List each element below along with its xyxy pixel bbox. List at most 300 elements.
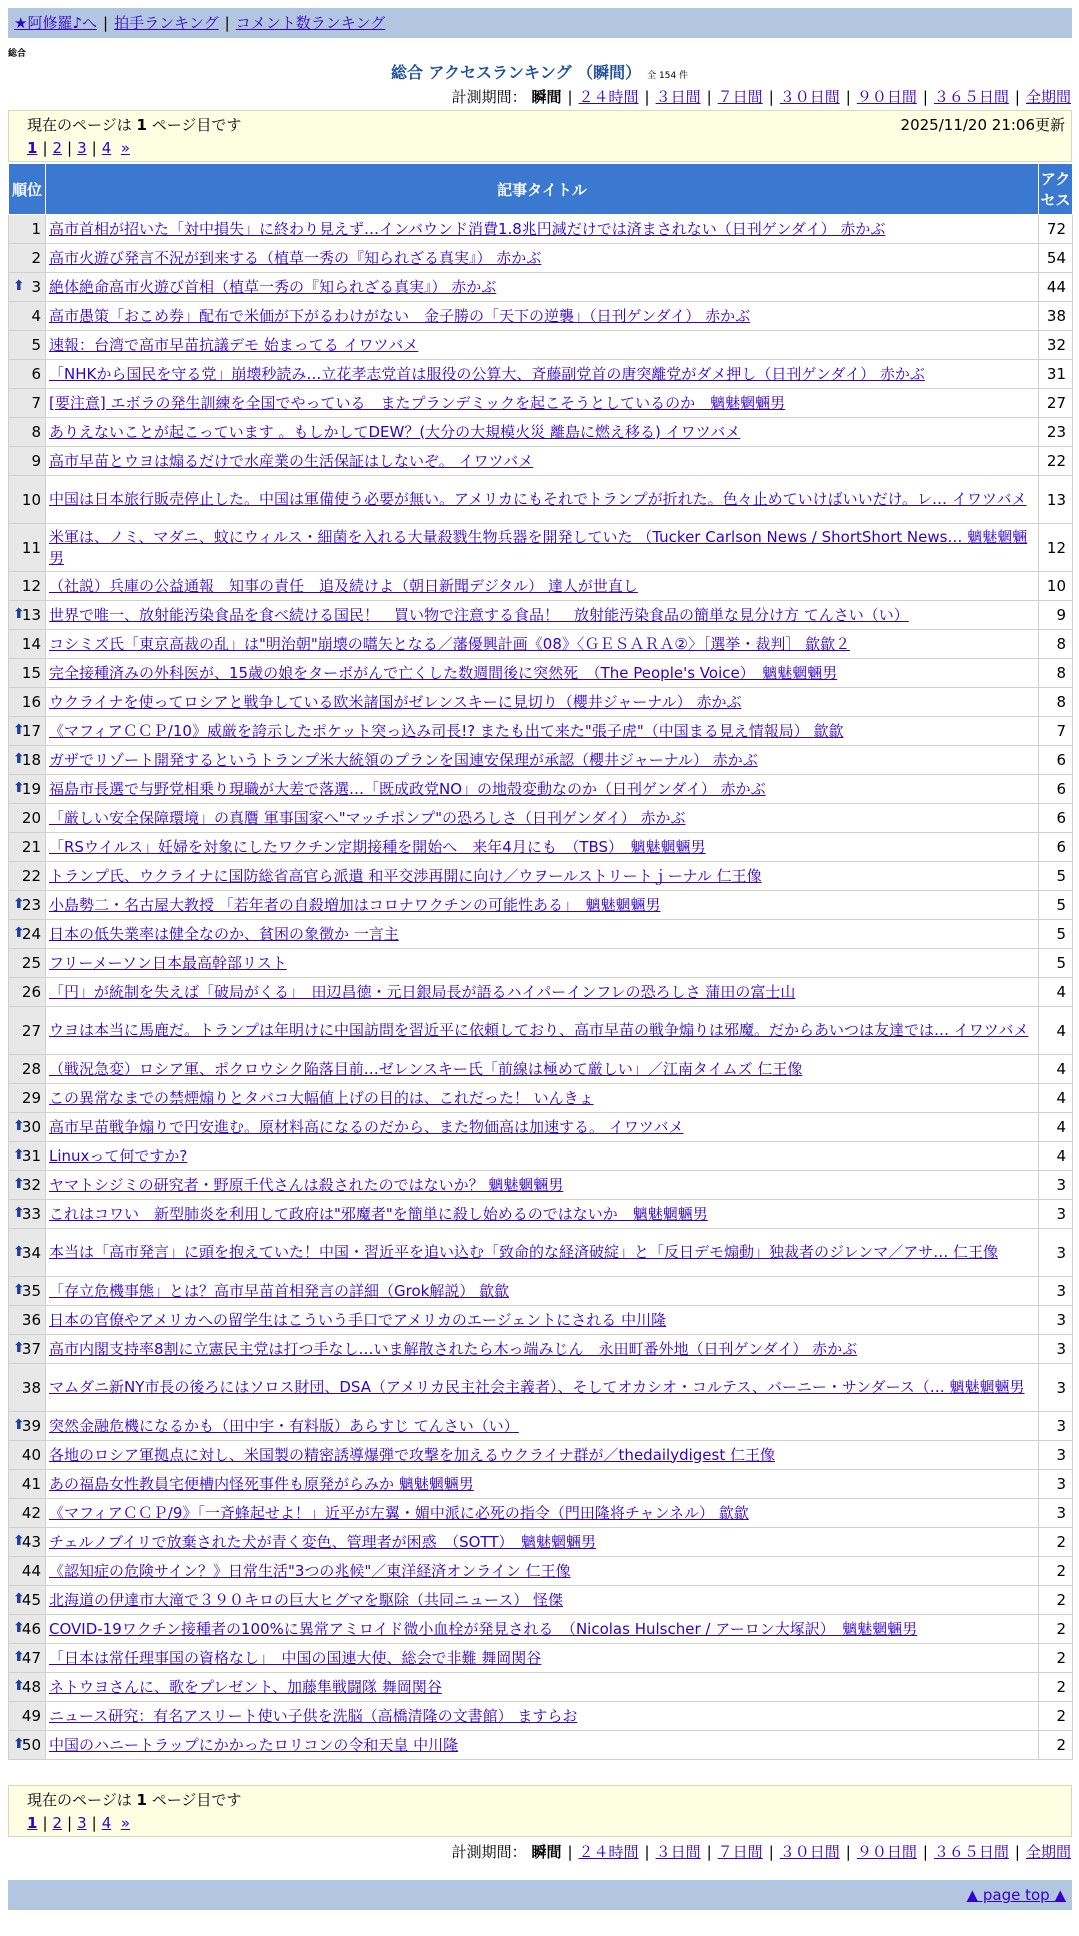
period-link-90d[interactable]: ９０日間	[856, 88, 917, 106]
rank-cell	[9, 1277, 46, 1306]
article-title-link[interactable]: ウヨは本当に馬鹿だ。トランプは年明けに中国訪問を習近平に依頼しており、高市早苗の戦争煽りは邪魔。だからあいつは友達では… イワツバメ	[49, 1021, 1029, 1039]
rank-number: 25	[21, 954, 41, 972]
table-row	[9, 1229, 1073, 1277]
article-title-link[interactable]: 高市火遊び発言不況が到来する（植草一秀の『知られざる真実』） 赤かぶ	[49, 248, 542, 267]
table-row	[9, 1007, 1073, 1055]
table-row	[9, 717, 1073, 746]
nav-link-applause-ranking[interactable]: 拍手ランキング	[114, 14, 219, 32]
rank-up-arrow-icon: ⬆	[13, 1147, 25, 1163]
access-count: 2	[1039, 1557, 1073, 1586]
access-count: 32	[1039, 331, 1073, 360]
title-cell	[46, 659, 1039, 688]
rank-number: 18	[21, 751, 41, 769]
table-row	[9, 331, 1073, 360]
rank-cell	[9, 833, 46, 862]
pager-link-4-bottom[interactable]: 4	[101, 1814, 112, 1832]
rank-cell	[9, 331, 46, 360]
rank-cell	[9, 1731, 46, 1760]
article-title-link[interactable]: ヤマトシジミの研究者・野原千代さんは殺されたのではないか？ 魑魅魍魎男	[49, 1175, 564, 1194]
period-link-30d-bottom[interactable]: ３０日間	[779, 1843, 840, 1861]
table-row	[9, 1277, 1073, 1306]
title-cell	[46, 1229, 1039, 1277]
access-count: 2	[1039, 1586, 1073, 1615]
rank-cell	[9, 302, 46, 331]
rank-number: 50	[21, 1736, 41, 1754]
title-cell	[46, 1528, 1039, 1557]
table-row	[9, 775, 1073, 804]
rank-number: 3	[31, 278, 41, 296]
article-title-link[interactable]: 各地のロシア軍拠点に対し、米国製の精密誘導爆弾で攻撃を加えるウクライナ群が／thedailydigest 仁王像	[49, 1445, 775, 1464]
table-row	[9, 1412, 1073, 1441]
rank-number: 24	[21, 925, 41, 943]
rank-number: 30	[21, 1118, 41, 1136]
rank-number: 9	[31, 452, 41, 470]
access-count: 2	[1039, 1673, 1073, 1702]
rank-number: 8	[31, 423, 41, 441]
pager-link-3-bottom[interactable]: 3	[77, 1814, 87, 1832]
title-cell	[46, 1113, 1039, 1142]
rank-cell	[9, 775, 46, 804]
rank-cell	[9, 1615, 46, 1644]
rank-number: 29	[21, 1089, 41, 1107]
table-row	[9, 688, 1073, 717]
rank-up-arrow-icon: ⬆	[13, 1620, 25, 1636]
pager-next-bottom[interactable]: »	[120, 1814, 130, 1832]
table-row	[9, 524, 1073, 572]
title-cell	[46, 804, 1039, 833]
access-count: 5	[1039, 920, 1073, 949]
article-title-link[interactable]: 中国のハニートラップにかかったロリコンの令和天皇 中川隆	[49, 1735, 459, 1754]
access-count: 6	[1039, 746, 1073, 775]
rank-cell	[9, 1499, 46, 1528]
pager-link-2-bottom[interactable]: 2	[52, 1814, 63, 1832]
rank-cell	[9, 418, 46, 447]
rank-up-arrow-icon: ⬆	[13, 780, 25, 796]
page-title	[0, 63, 1079, 86]
access-count: 10	[1039, 572, 1073, 601]
rank-cell	[9, 447, 46, 476]
table-row	[9, 1306, 1073, 1335]
title-cell	[46, 833, 1039, 862]
table-row	[9, 389, 1073, 418]
access-count: 2	[1039, 1731, 1073, 1760]
rank-number: 12	[21, 577, 41, 595]
article-title-link[interactable]: 日本の低失業率は健全なのか、貧困の象徴か 一言主	[49, 924, 399, 943]
access-count: 8	[1039, 659, 1073, 688]
rank-cell	[9, 1528, 46, 1557]
access-count: 23	[1039, 418, 1073, 447]
title-cell	[46, 1142, 1039, 1171]
rank-up-arrow-icon: ⬆	[13, 1591, 25, 1607]
article-title-link[interactable]: 高市早苗とウヨは煽るだけで水産業の生活保証はしないぞ。 イワツバメ	[49, 451, 534, 470]
access-count: 4	[1039, 1084, 1073, 1113]
period-link-365d[interactable]: ３６５日間	[933, 88, 1009, 106]
article-title-link[interactable]: 突然金融危機になるかも（田中宇・有料版）あらすじ てんさい（い）	[49, 1416, 519, 1435]
period-current: 瞬間	[531, 88, 562, 106]
article-title-link[interactable]: （社説）兵庫の公益通報 知事の責任 追及続けよ（朝日新聞デジタル） 達人が世直し	[49, 576, 638, 595]
rank-cell	[9, 659, 46, 688]
header-rank: 順位	[9, 164, 46, 215]
rank-number: 45	[21, 1591, 41, 1609]
title-cell	[46, 447, 1039, 476]
table-row	[9, 1113, 1073, 1142]
access-count: 2	[1039, 1528, 1073, 1557]
rank-up-arrow-icon: ⬆	[13, 722, 25, 738]
rank-number: 38	[21, 1378, 41, 1397]
nav-link-asyura[interactable]: ★阿修羅♪へ	[14, 14, 98, 32]
table-row	[9, 418, 1073, 447]
nav-separator: |	[224, 14, 230, 32]
rank-cell	[9, 688, 46, 717]
access-count: 6	[1039, 775, 1073, 804]
table-row	[9, 1702, 1073, 1731]
article-title-link[interactable]: 米軍は、ノミ、マダニ、蚊にウィルス・細菌を入れる大量殺戮生物兵器を開発していた （Tucker Carlson News / ShortShort News… 魑魅魍魎男	[49, 527, 1028, 567]
ranking-rows	[9, 215, 1073, 1760]
access-count: 2	[1039, 1615, 1073, 1644]
period-link-90d-bottom[interactable]: ９０日間	[856, 1843, 917, 1861]
pager-link-3[interactable]: 3	[77, 139, 87, 157]
period-link-30d[interactable]: ３０日間	[779, 88, 840, 106]
access-count: 3	[1039, 1499, 1073, 1528]
period-selector-bottom: 計測期間： 瞬間 | ２４時間 | ３日間 | ７日間 | ３０日間 | ９０日間 | ３６５日間 | 全期間	[451, 1843, 1071, 1861]
rank-number: 17	[21, 722, 41, 740]
title-cell	[46, 418, 1039, 447]
table-row	[9, 244, 1073, 273]
article-title-link[interactable]: 「日本は常任理事国の資格なし」 中国の国連大使、総会で非難 舞岡関谷	[49, 1648, 542, 1667]
rank-cell	[9, 215, 46, 244]
article-title-link[interactable]: コシミズ氏「東京高裁の乱」は"明治朝"崩壊の嚆矢となる／藩優興計画《08》〈ＧＥＳＡＲＡ②〉［選挙・裁判］ 歙歙２	[49, 634, 851, 653]
rank-number: 47	[21, 1649, 41, 1667]
rank-cell	[9, 949, 46, 978]
article-title-link[interactable]: 北海道の伊達市大滝で３９０キロの巨大ヒグマを駆除（共同ニュース） 怪傑	[49, 1590, 564, 1609]
article-title-link[interactable]: 速報：台湾で高市早苗抗議デモ 始まってる イワツバメ	[49, 335, 419, 354]
title-cell	[46, 688, 1039, 717]
footer-bar	[8, 1880, 1072, 1910]
article-title-link[interactable]: 「NHKから国民を守る党」崩壊秒読み…立花孝志党首は服役の公算大、斉藤副党首の唐突離党がダメ押し（日刊ゲンダイ） 赤かぶ	[49, 364, 925, 383]
access-count: 5	[1039, 891, 1073, 920]
access-count: 4	[1039, 1007, 1073, 1055]
article-title-link[interactable]: Linuxって何ですか?	[49, 1146, 188, 1165]
article-title-link[interactable]: 本当は「高市発言」に頭を抱えていた！中国・習近平を追い込む「致命的な経済破綻」と「反日デモ煽動」独裁者のジレンマ／アサ… 仁王像	[49, 1243, 999, 1261]
rank-number: 31	[21, 1147, 41, 1165]
rank-number: 2	[31, 249, 41, 267]
article-title-link[interactable]: [要注意] エボラの発生訓練を全国でやっている またプランデミックを起こそうとしているのか 魑魅魍魎男	[49, 393, 786, 412]
title-cell	[46, 601, 1039, 630]
rank-cell	[9, 1055, 46, 1084]
article-title-link[interactable]: 「存立危機事態」とは？高市早苗首相発言の詳細（Grok解説） 歙歙	[49, 1281, 510, 1300]
access-count: 7	[1039, 717, 1073, 746]
table-row	[9, 302, 1073, 331]
nav-link-comment-ranking[interactable]: コメント数ランキング	[235, 14, 386, 32]
rank-cell	[9, 1557, 46, 1586]
access-count: 22	[1039, 447, 1073, 476]
title-cell	[46, 1200, 1039, 1229]
title-cell	[46, 746, 1039, 775]
article-title-link[interactable]: 高市早苗戦争煽りで円安進む。原材料高になるのだから、また物価高は加速する。 イワツバメ	[49, 1117, 684, 1136]
title-cell	[46, 1055, 1039, 1084]
pager-current-bottom[interactable]: 1	[27, 1814, 38, 1832]
period-link-365d-bottom[interactable]: ３６５日間	[933, 1843, 1009, 1861]
article-title-link[interactable]: 「厳しい安全保障環境」の真贋 軍事国家へ"マッチポンプ"の恐ろしさ（日刊ゲンダイ） 赤かぶ	[49, 808, 686, 827]
title-cell	[46, 1731, 1039, 1760]
title-cell	[46, 862, 1039, 891]
title-cell	[46, 360, 1039, 389]
table-row	[9, 447, 1073, 476]
article-title-link[interactable]: 「RSウイルス」妊婦を対象にしたワクチン定期接種を開始へ 来年4月にも （TBS） 魑魅魍魎男	[49, 837, 706, 856]
article-title-link[interactable]: 「円」が統制を失えば「破局がくる」 田辺昌徳・元日銀局長が語るハイパーインフレの恐ろしさ 蒲田の富士山	[49, 982, 796, 1001]
total-count: 全 154 件	[647, 71, 689, 81]
rank-number: 42	[21, 1504, 41, 1522]
pager-link-2[interactable]: 2	[52, 139, 63, 157]
access-count: 3	[1039, 1306, 1073, 1335]
article-title-link[interactable]: 《認知症の危険サイン？》日常生活"3つの兆候"／東洋経済オンライン 仁王像	[49, 1561, 571, 1580]
rank-up-arrow-icon: ⬆	[13, 925, 25, 941]
rank-cell	[9, 1335, 46, 1364]
article-title-link[interactable]: 高市首相が招いた「対中損失」に終わり見えず…インバウンド消費1.8兆円減だけでは済まされない（日刊ゲンダイ） 赤かぶ	[49, 219, 886, 238]
access-count: 3	[1039, 1335, 1073, 1364]
access-count: 2	[1039, 1644, 1073, 1673]
updated-time: 2025/11/20 21:06更新	[900, 116, 1065, 134]
period-link-7d-bottom[interactable]: ７日間	[717, 1843, 763, 1861]
period-link-all-bottom[interactable]: 全期間	[1025, 1843, 1071, 1861]
title-cell	[46, 1306, 1039, 1335]
period-current-bottom: 瞬間	[531, 1843, 562, 1861]
access-count: 3	[1039, 1229, 1073, 1277]
table-row	[9, 630, 1073, 659]
access-count: 6	[1039, 804, 1073, 833]
top-nav-bar	[8, 8, 1072, 38]
rank-number: 14	[21, 635, 41, 653]
table-row	[9, 804, 1073, 833]
article-title-link[interactable]: フリーメーソン日本最高幹部リスト	[49, 953, 287, 972]
access-count: 3	[1039, 1441, 1073, 1470]
article-title-link[interactable]: 日本の官僚やアメリカへの留学生はこういう手口でアメリカのエージェントにされる 中川隆	[49, 1310, 667, 1329]
period-link-3d[interactable]: ３日間	[655, 88, 701, 106]
title-cell	[46, 1335, 1039, 1364]
rank-number: 5	[31, 336, 41, 354]
table-row	[9, 1731, 1073, 1760]
rank-cell	[9, 746, 46, 775]
rank-number: 7	[31, 394, 41, 412]
article-title-link[interactable]: これはコワい 新型肺炎を利用して政府は"邪魔者"を簡単に殺し始めるのではないか 魑魅魍魎男	[49, 1204, 708, 1223]
access-count: 3	[1039, 1412, 1073, 1441]
table-row	[9, 1557, 1073, 1586]
ranking-table	[8, 163, 1073, 1760]
table-row	[9, 215, 1073, 244]
title-cell	[46, 572, 1039, 601]
table-row	[9, 572, 1073, 601]
rank-number: 37	[21, 1340, 41, 1358]
title-cell	[46, 891, 1039, 920]
access-count: 3	[1039, 1171, 1073, 1200]
title-cell	[46, 1499, 1039, 1528]
title-cell	[46, 273, 1039, 302]
rank-number: 19	[21, 780, 41, 798]
period-link-7d[interactable]: ７日間	[717, 88, 763, 106]
table-row	[9, 659, 1073, 688]
title-cell	[46, 215, 1039, 244]
table-row	[9, 978, 1073, 1007]
rank-cell	[9, 601, 46, 630]
table-row	[9, 1499, 1073, 1528]
table-row	[9, 1200, 1073, 1229]
article-title-link[interactable]: ネトウヨさんに、歌をプレゼント、加藤隼戦闘隊 舞岡関谷	[49, 1677, 442, 1696]
article-title-link[interactable]: COVID-19ワクチン接種者の100%に異常アミロイド微小血栓が発見される （Nicolas Hulscher / アーロン大塚訳） 魑魅魍魎男	[49, 1619, 918, 1638]
rank-up-arrow-icon: ⬆	[13, 1417, 25, 1433]
article-title-link[interactable]: チェルノブイリで放棄された犬が青く変色、管理者が困惑 （SOTT） 魑魅魍魎男	[49, 1532, 596, 1551]
rank-cell	[9, 862, 46, 891]
access-count: 6	[1039, 833, 1073, 862]
title-cell	[46, 717, 1039, 746]
page-info-top	[8, 110, 1072, 162]
rank-number: 11	[21, 538, 41, 557]
title-cell	[46, 630, 1039, 659]
article-title-link[interactable]: ウクライナを使ってロシアと戦争している欧米諸国がゼレンスキーに見切り（櫻井ジャーナル） 赤かぶ	[49, 692, 742, 711]
access-count: 54	[1039, 244, 1073, 273]
table-row	[9, 1364, 1073, 1412]
rank-number: 35	[21, 1282, 41, 1300]
rank-up-arrow-icon: ⬆	[13, 1243, 25, 1260]
access-count: 5	[1039, 949, 1073, 978]
article-title-link[interactable]: 絶体絶命高市火遊び首相（植草一秀の『知られざる真実』） 赤かぶ	[49, 277, 497, 296]
rank-cell	[9, 1142, 46, 1171]
rank-number: 27	[21, 1021, 41, 1040]
table-row	[9, 1441, 1073, 1470]
title-cell	[46, 1557, 1039, 1586]
article-title-link[interactable]: マムダニ新NY市長の後ろにはソロス財団、DSA（アメリカ民主社会主義者）、そしてオカシオ・コルテス、バーニー・サンダース（… 魑魅魍魎男	[49, 1378, 1025, 1396]
table-row	[9, 360, 1073, 389]
article-title-link[interactable]: 《マフィアＣＣＰ/10》威厳を誇示したポケット突っ込み司長!? またも出て来た"張子虎"（中国まる見え情報局） 歙歙	[49, 721, 844, 740]
article-title-link[interactable]: あの福島女性教員宅便槽内怪死事件も原発がらみか 魑魅魍魎男	[49, 1474, 474, 1493]
title-cell	[46, 949, 1039, 978]
rank-cell	[9, 630, 46, 659]
title-cell	[46, 1644, 1039, 1673]
rank-cell	[9, 804, 46, 833]
article-title-link[interactable]: ありえないことが起こっています 。もしかしてDEW？(大分の大規模火災 離島に燃え移る) イワツバメ	[49, 422, 741, 441]
page-info-bottom	[8, 1785, 1072, 1837]
title-cell	[46, 1673, 1039, 1702]
rank-cell	[9, 244, 46, 273]
table-row	[9, 1335, 1073, 1364]
article-title-link[interactable]: 世界で唯一、放射能汚染食品を食べ続ける国民！ 買い物で注意する食品！ 放射能汚染食品の簡単な見分け方 てんさい（い）	[49, 605, 909, 624]
rank-up-arrow-icon: ⬆	[13, 1176, 25, 1192]
rank-number: 20	[21, 809, 41, 827]
period-link-3d-bottom[interactable]: ３日間	[655, 1843, 701, 1861]
table-row	[9, 1142, 1073, 1171]
article-title-link[interactable]: 《マフィアＣＣＰ/9》「一斉蜂起せよ！」近平が左翼・媚中派に必死の指令（門田隆将チャンネル） 歙歙	[49, 1503, 749, 1522]
rank-up-arrow-icon: ⬆	[13, 896, 25, 912]
access-count: 3	[1039, 1200, 1073, 1229]
page-title-text: 総合 アクセスランキング （瞬間）	[390, 63, 642, 82]
rank-cell	[9, 1229, 46, 1277]
nav-separator: |	[103, 14, 109, 32]
access-count: 4	[1039, 1142, 1073, 1171]
rank-cell	[9, 1441, 46, 1470]
pager: 1 | 2 | 3 | 4 »	[27, 139, 130, 157]
article-title-link[interactable]: ガザでリゾート開発するというトランプ米大統領のプランを国連安保理が承認（櫻井ジャーナル） 赤かぶ	[49, 750, 758, 769]
rank-number: 26	[21, 983, 41, 1001]
article-title-link[interactable]: 中国は日本旅行販売停止した。中国は軍備使う必要が無い。アメリカにもそれでトランプが折れた。色々止めていけばいいだけ。レ… イワツバメ	[49, 490, 1027, 508]
pager-current[interactable]: 1	[27, 139, 38, 157]
header-title: 記事タイトル	[46, 164, 1039, 215]
title-cell	[46, 389, 1039, 418]
access-count: 44	[1039, 273, 1073, 302]
table-row	[9, 476, 1073, 524]
article-title-link[interactable]: ニュース研究：有名アスリート使い子供を洗脳（高橋清隆の文書館） ますらお	[49, 1706, 578, 1725]
rank-cell	[9, 1171, 46, 1200]
access-count: 8	[1039, 630, 1073, 659]
rank-number: 15	[21, 664, 41, 682]
title-cell	[46, 1441, 1039, 1470]
table-row	[9, 1055, 1073, 1084]
rank-cell	[9, 1113, 46, 1142]
rank-cell	[9, 1412, 46, 1441]
period-selector-top: 計測期間： 瞬間 | ２４時間 | ３日間 | ７日間 | ３０日間 | ９０日間 | ３６５日間 | 全期間	[451, 88, 1071, 106]
article-title-link[interactable]: 高市愚策「おこめ券」配布で米価が下がるわけがない 金子勝の「天下の逆襲」（日刊ゲンダイ） 赤かぶ	[49, 306, 751, 325]
article-title-link[interactable]: 福島市長選で与野党相乗り現職が大差で落選…「既成政党NO」の地殻変動なのか（日刊ゲンダイ） 赤かぶ	[49, 779, 766, 798]
period-link-all[interactable]: 全期間	[1025, 88, 1071, 106]
title-cell	[46, 920, 1039, 949]
article-title-link[interactable]: 小島勢二・名古屋大教授 「若年者の自殺増加はコロナワクチンの可能性ある」 魑魅魍魎男	[49, 895, 661, 914]
rank-cell	[9, 1364, 46, 1412]
rank-cell	[9, 1470, 46, 1499]
period-link-24h-bottom[interactable]: ２４時間	[578, 1843, 639, 1861]
title-cell	[46, 1007, 1039, 1055]
article-title-link[interactable]: 完全接種済みの外科医が、15歳の娘をターボがんで亡くした数週間後に突然死 （The People's Voice） 魑魅魍魎男	[49, 663, 838, 682]
access-count: 8	[1039, 688, 1073, 717]
title-cell	[46, 331, 1039, 360]
title-cell	[46, 244, 1039, 273]
rank-number: 46	[21, 1620, 41, 1638]
pager-link-4[interactable]: 4	[101, 139, 112, 157]
access-count: 4	[1039, 1113, 1073, 1142]
access-count: 12	[1039, 524, 1073, 572]
rank-up-arrow-icon: ⬆	[13, 1118, 25, 1134]
rank-cell	[9, 717, 46, 746]
rank-number: 22	[21, 867, 41, 885]
article-title-link[interactable]: 高市内閣支持率8割に立憲民主党は打つ手なし…いま解散されたら木っ端みじん 永田町番外地（日刊ゲンダイ） 赤かぶ	[49, 1339, 858, 1358]
current-page-text: 現在のページは 1 ページ目です	[27, 116, 242, 134]
page-top-link[interactable]: ▲ page top ▲	[966, 1886, 1066, 1904]
access-count: 72	[1039, 215, 1073, 244]
rank-cell	[9, 978, 46, 1007]
rank-number: 16	[21, 693, 41, 711]
header-access: アクセス	[1039, 164, 1073, 215]
article-title-link[interactable]: この異常なまでの禁煙煽りとタバコ大幅値上げの目的は、これだった！ いんきょ	[49, 1088, 594, 1107]
rank-up-arrow-icon: ⬆	[13, 1282, 25, 1298]
rank-cell	[9, 389, 46, 418]
rank-cell	[9, 920, 46, 949]
title-cell	[46, 1364, 1039, 1412]
article-title-link[interactable]: （戦況急変）ロシア軍、ポクロウシク陥落目前…ゼレンスキー氏「前線は極めて厳しい」／江南タイムズ 仁王像	[49, 1059, 803, 1078]
access-count: 5	[1039, 862, 1073, 891]
table-row	[9, 949, 1073, 978]
access-count: 9	[1039, 601, 1073, 630]
rank-number: 6	[31, 365, 41, 383]
title-cell	[46, 1171, 1039, 1200]
title-cell	[46, 1586, 1039, 1615]
period-label: 計測期間：	[451, 88, 527, 106]
article-title-link[interactable]: トランプ氏、ウクライナに国防総省高官ら派遣 和平交渉再開に向け／ウヲールストリートｊーナル 仁王像	[49, 866, 762, 885]
pager-next[interactable]: »	[120, 139, 130, 157]
rank-number: 43	[21, 1533, 41, 1551]
access-count: 4	[1039, 978, 1073, 1007]
period-link-24h[interactable]: ２４時間	[578, 88, 639, 106]
rank-cell	[9, 1084, 46, 1113]
table-row	[9, 833, 1073, 862]
rank-up-arrow-icon: ⬆	[13, 1649, 25, 1665]
period-label-bottom: 計測期間：	[451, 1843, 527, 1861]
